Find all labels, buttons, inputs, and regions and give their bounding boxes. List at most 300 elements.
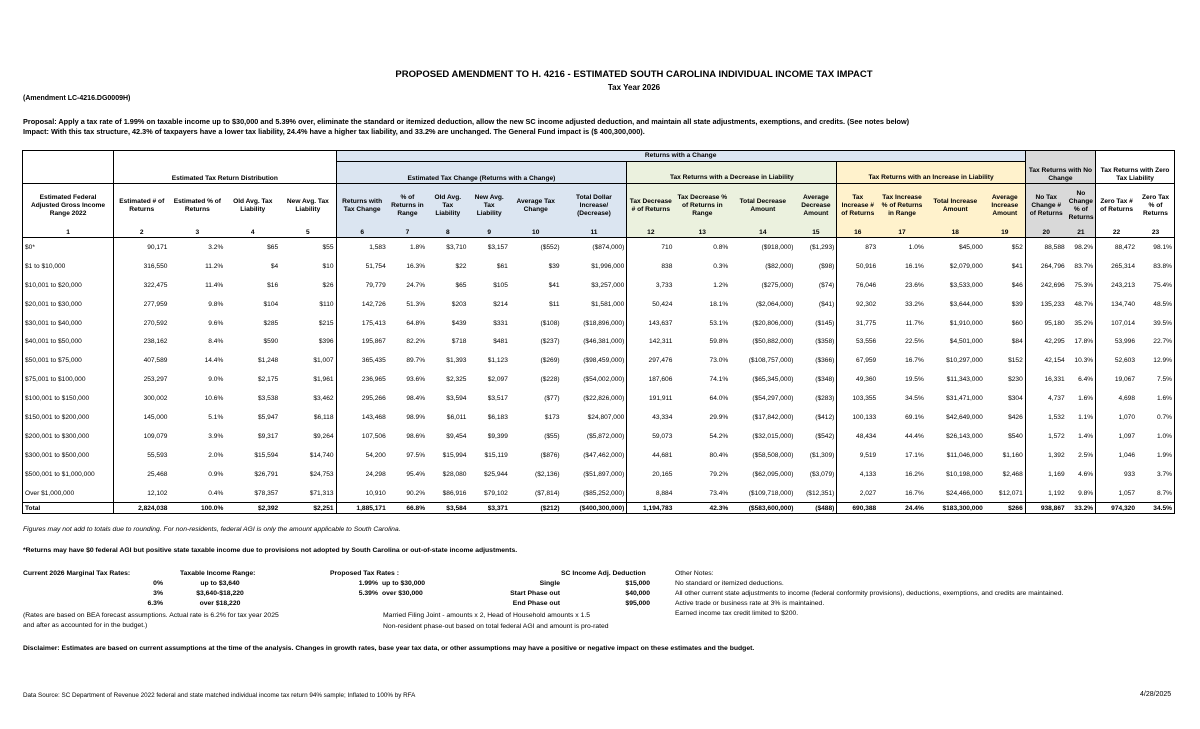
disclaimer: Disclaimer: Estimates are based on current assumptions at the time of the analysis. Changes in growth rates, base year tax data, or other assumptions may have a positive or negative impact on these estimates and the budget.: [23, 645, 755, 652]
table-cell: $104: [263, 300, 279, 308]
proposed-ranges-list: [382, 579, 425, 599]
column-number: 5: [280, 228, 336, 238]
table-cell: 64.0%: [709, 395, 729, 403]
table-cell: 11.7%: [905, 319, 924, 327]
table-cell: 0.8%: [713, 243, 729, 251]
total-cell: $2,251: [280, 503, 336, 514]
table-cell: 48.5%: [1137, 295, 1174, 314]
table-cell: $6,118: [313, 413, 334, 421]
table-cell: $2,468: [1002, 470, 1023, 478]
table-cell: 933: [1096, 465, 1137, 484]
table-cell: 264,796: [1025, 257, 1066, 276]
nonresident-note: Non-resident phase-out based on total federal AGI and amount is pro-rated: [383, 623, 609, 630]
proposed-rate: 5.39%: [358, 590, 378, 597]
table-cell: 22.7%: [1137, 332, 1174, 351]
table-cell: 16,331: [1025, 370, 1066, 389]
table-cell: $396: [318, 338, 334, 346]
rounding-note: Figures may not add to totals due to rounding. For non-residents, federal AGI is only the amount applicable to South Carolina.: [23, 526, 401, 533]
table-cell: $39: [1011, 300, 1023, 308]
table-cell: $3,538: [257, 395, 279, 403]
table-cell: $39: [548, 262, 560, 270]
table-cell: ($228): [540, 376, 560, 384]
table-cell: 59.8%: [709, 338, 729, 346]
table-cell: 17.1%: [905, 451, 924, 459]
table-cell: 89.7%: [406, 357, 426, 365]
income-range-cell: $50,001 to $75,000: [23, 351, 114, 370]
table-cell: 8.7%: [1137, 484, 1174, 503]
table-cell: 16.7%: [905, 489, 924, 497]
table-cell: 7.5%: [1137, 370, 1174, 389]
table-cell: 1.1%: [1078, 413, 1094, 421]
table-cell: 277,959: [114, 295, 170, 314]
group-no-change: Tax Returns with No Change: [1028, 167, 1093, 182]
table-cell: 75.4%: [1137, 276, 1174, 295]
table-cell: 2,027: [837, 484, 878, 503]
total-cell: 1,194,783: [627, 503, 675, 514]
table-row: [23, 389, 1175, 408]
table-cell: 4,133: [837, 465, 878, 484]
table-cell: 195,867: [336, 332, 388, 351]
table-cell: 3.9%: [208, 432, 224, 440]
table-cell: $15,994: [442, 451, 467, 459]
table-cell: $3,594: [446, 395, 467, 403]
table-cell: 95.4%: [406, 470, 426, 478]
table-cell: 75.3%: [1074, 281, 1094, 289]
table-cell: 51,754: [336, 257, 388, 276]
table-cell: $152: [1008, 357, 1023, 365]
table-cell: 11.4%: [205, 281, 224, 289]
table-cell: $10,297,000: [946, 357, 983, 365]
table-cell: ($1,309): [809, 451, 835, 459]
table-cell: 12,102: [114, 484, 170, 503]
table-cell: $540: [1008, 432, 1023, 440]
table-cell: $24,466,000: [946, 489, 983, 497]
table-cell: ($85,252,000): [583, 489, 625, 497]
table-cell: ($32,015,000): [752, 432, 794, 440]
table-cell: ($876): [540, 451, 560, 459]
table-cell: $9,399: [487, 432, 508, 440]
table-cell: 236,965: [336, 370, 388, 389]
table-cell: ($358): [815, 338, 835, 346]
table-cell: $4,501,000: [949, 338, 983, 346]
table-cell: 16.7%: [905, 357, 924, 365]
column-number: 20: [1025, 228, 1066, 238]
table-cell: 9.6%: [208, 319, 224, 327]
table-cell: 11.2%: [205, 262, 224, 270]
table-cell: 1,572: [1025, 427, 1066, 446]
table-cell: 145,000: [114, 408, 170, 427]
table-cell: 69.1%: [905, 413, 924, 421]
column-header: Old Avg. Tax Liability: [427, 184, 468, 229]
table-cell: $105: [493, 281, 508, 289]
table-cell: $4: [270, 262, 279, 270]
table-cell: ($269): [540, 357, 560, 365]
current-rate: 0%: [153, 580, 163, 587]
table-cell: 51.3%: [406, 300, 426, 308]
table-cell: 33.2%: [905, 300, 924, 308]
table-cell: 143,468: [336, 408, 388, 427]
table-cell: ($108,757,000): [748, 357, 794, 365]
table-cell: $2,175: [257, 376, 279, 384]
table-cell: $12,071: [998, 489, 1023, 497]
table-cell: $9,454: [446, 432, 467, 440]
table-row: [23, 314, 1175, 333]
table-cell: ($62,095,000): [752, 470, 794, 478]
table-cell: 134,740: [1096, 295, 1137, 314]
table-cell: 53.1%: [709, 319, 729, 327]
column-number: 2: [114, 228, 170, 238]
table-row: [23, 370, 1175, 389]
tax-year: Tax Year 2026: [607, 83, 661, 92]
table-cell: ($98,459,000): [583, 357, 625, 365]
table-cell: 322,475: [114, 276, 170, 295]
table-cell: 10,910: [336, 484, 388, 503]
table-cell: 93.6%: [406, 376, 426, 384]
deduction-row-value: $15,000: [625, 580, 650, 587]
column-number: 10: [510, 228, 562, 238]
table-cell: 53,556: [837, 332, 878, 351]
table-cell: ($50,882,000): [752, 338, 794, 346]
table-cell: 191,911: [627, 389, 675, 408]
table-cell: $45,000: [958, 243, 983, 251]
table-cell: $15,594: [254, 451, 279, 459]
table-cell: $1,996,000: [591, 262, 625, 270]
table-cell: ($18,896,000): [583, 319, 625, 327]
deduction-row-label: Single: [539, 580, 560, 587]
table-cell: $1,910,000: [949, 319, 983, 327]
table-cell: 838: [627, 257, 675, 276]
income-range-cell: $0*: [23, 238, 114, 257]
table-cell: 54,200: [336, 446, 388, 465]
column-header: Tax Decrease % of Returns in Range: [674, 184, 730, 229]
table-cell: $46: [1011, 281, 1023, 289]
total-cell: 100.0%: [169, 503, 225, 514]
income-range-cell: $40,001 to $50,000: [23, 332, 114, 351]
table-cell: $65: [455, 281, 467, 289]
table-cell: ($98): [818, 262, 835, 270]
group-zero-tax: Tax Returns with Zero Tax Liability: [1100, 167, 1170, 182]
table-cell: 107,506: [336, 427, 388, 446]
table-cell: 109,079: [114, 427, 170, 446]
table-cell: $11: [549, 300, 560, 308]
total-cell: $183,300,000: [926, 503, 985, 514]
table-cell: $6,011: [446, 413, 467, 421]
table-cell: $3,257,000: [591, 281, 625, 289]
total-cell: Total: [23, 503, 114, 514]
table-cell: 31,775: [837, 314, 878, 333]
column-header: Estimated Federal Adjusted Gross Income Range 2022: [23, 184, 114, 229]
table-cell: $31,471,000: [946, 395, 983, 403]
proposal-text: [23, 117, 1183, 137]
column-number: 12: [627, 228, 675, 238]
data-source: Data Source: SC Department of Revenue 2022 federal and state matched individual income tax return 94% sample; Inflated to 100% by RFA: [23, 692, 416, 699]
table-cell: 73.4%: [709, 489, 729, 497]
table-cell: 83.7%: [1074, 262, 1094, 270]
table-cell: 1.9%: [1137, 446, 1174, 465]
total-cell: 42.3%: [674, 503, 730, 514]
table-cell: $41: [548, 281, 560, 289]
table-cell: $285: [263, 319, 279, 327]
table-cell: $3,517: [487, 395, 508, 403]
table-cell: $41: [1011, 262, 1023, 270]
column-number: 17: [878, 228, 926, 238]
table-cell: 2.5%: [1078, 451, 1094, 459]
table-cell: 297,476: [627, 351, 675, 370]
table-cell: 175,413: [336, 314, 388, 333]
table-cell: $55: [322, 243, 334, 251]
table-cell: 73.0%: [709, 357, 729, 365]
group-returns-with-change: Returns with a Change: [644, 152, 717, 159]
table-cell: ($77): [544, 395, 560, 403]
column-number: 11: [562, 228, 627, 238]
table-cell: ($348): [815, 376, 835, 384]
table-cell: $26: [322, 281, 334, 289]
column-number: 7: [388, 228, 427, 238]
table-cell: ($51,897,000): [583, 470, 625, 478]
income-range-cell: $300,001 to $500,000: [23, 446, 114, 465]
table-cell: 74.1%: [709, 376, 729, 384]
table-cell: 107,014: [1096, 314, 1137, 333]
table-cell: $173: [544, 413, 560, 421]
taxable-range-label: Taxable Income Range:: [180, 570, 256, 577]
table-cell: 34.5%: [905, 395, 924, 403]
total-cell: $266: [985, 503, 1025, 514]
table-cell: 19.5%: [905, 376, 924, 384]
table-cell: $16: [267, 281, 279, 289]
income-range-cell: $1 to $10,000: [23, 257, 114, 276]
column-header: No Tax Change # of Returns: [1025, 184, 1066, 229]
other-note: No standard or itemized deductions.: [675, 580, 784, 587]
table-cell: 0.4%: [208, 489, 224, 497]
table-cell: 365,435: [336, 351, 388, 370]
column-number: 9: [468, 228, 509, 238]
table-cell: 59,073: [627, 427, 675, 446]
column-header: Total Increase Amount: [926, 184, 985, 229]
table-cell: 0.9%: [208, 470, 224, 478]
table-cell: $2,079,000: [949, 262, 983, 270]
table-row: [23, 427, 1175, 446]
table-cell: 16.1%: [905, 262, 924, 270]
table-cell: ($65,345,000): [752, 376, 794, 384]
table-cell: $24,753: [309, 470, 334, 478]
column-header: Old Avg. Tax Liability: [225, 184, 280, 229]
table-cell: 8.4%: [208, 338, 224, 346]
column-header: Zero Tax % of Returns: [1137, 184, 1174, 229]
column-header: Total Decrease Amount: [730, 184, 795, 229]
column-number: 13: [674, 228, 730, 238]
table-row: [23, 276, 1175, 295]
table-cell: 44,681: [627, 446, 675, 465]
column-number: 1: [23, 228, 114, 238]
proposed-rate: 1.99%: [358, 580, 378, 587]
total-cell: 33.2%: [1067, 503, 1096, 514]
table-cell: ($1,293): [809, 243, 835, 251]
table-cell: $24,807,000: [587, 413, 625, 421]
income-range-cell: Over $1,000,000: [23, 484, 114, 503]
table-cell: 253,297: [114, 370, 170, 389]
column-number: 23: [1137, 228, 1174, 238]
table-cell: 3.7%: [1137, 465, 1174, 484]
table-cell: ($54,002,000): [583, 376, 625, 384]
table-cell: $1,123: [487, 357, 508, 365]
table-cell: $3,462: [313, 395, 334, 403]
table-cell: ($54,297,000): [752, 395, 794, 403]
column-header: Tax Increase # of Returns: [837, 184, 878, 229]
table-cell: 24.7%: [406, 281, 426, 289]
table-cell: 1,057: [1096, 484, 1137, 503]
table-cell: 265,314: [1096, 257, 1137, 276]
table-cell: 1,192: [1025, 484, 1066, 503]
table-cell: 295,266: [336, 389, 388, 408]
group-increase: Tax Returns with an Increase in Liability: [868, 174, 994, 181]
table-cell: $2,325: [446, 376, 467, 384]
total-cell: 34.5%: [1137, 503, 1174, 514]
table-cell: 0.7%: [1137, 408, 1174, 427]
column-number: 15: [795, 228, 836, 238]
table-cell: 50,916: [837, 257, 878, 276]
table-cell: $1,248: [257, 357, 279, 365]
table-cell: 42,154: [1025, 351, 1066, 370]
deduction-row-value: $40,000: [625, 590, 650, 597]
table-cell: ($22,826,000): [583, 395, 625, 403]
table-cell: ($5,872,000): [586, 432, 625, 440]
page-title: PROPOSED AMENDMENT TO H. 4216 - ESTIMATED SOUTH CAROLINA INDIVIDUAL INCOME TAX IMPACT: [395, 69, 873, 80]
table-cell: 42,295: [1025, 332, 1066, 351]
table-cell: ($874,000): [592, 243, 625, 251]
income-range-cell: $100,001 to $150,000: [23, 389, 114, 408]
report-date: 4/28/2025: [1140, 691, 1172, 698]
table-cell: ($237): [540, 338, 560, 346]
table-cell: 49,360: [837, 370, 878, 389]
amendment-id: (Amendment LC-4216.DG0009H): [23, 95, 131, 102]
deduction-row-label: Start Phase out: [510, 590, 560, 597]
total-row: [23, 503, 1175, 514]
table-cell: 16.2%: [905, 470, 924, 478]
table-cell: $14,740: [309, 451, 334, 459]
table-cell: ($55): [544, 432, 560, 440]
table-cell: 710: [627, 238, 675, 257]
column-number: 16: [837, 228, 878, 238]
table-cell: 98.1%: [1137, 238, 1174, 257]
column-number: 6: [336, 228, 388, 238]
table-cell: $28,080: [442, 470, 467, 478]
deduction-labels: [470, 579, 560, 609]
table-cell: 98.4%: [406, 395, 426, 403]
table-cell: 79.2%: [709, 470, 729, 478]
table-cell: ($145): [815, 319, 835, 327]
table-cell: 5.1%: [208, 413, 224, 421]
table-cell: 1,046: [1096, 446, 1137, 465]
table-cell: 142,726: [336, 295, 388, 314]
table-cell: 316,550: [114, 257, 170, 276]
deduction-label: SC Income Adj. Deduction: [561, 570, 646, 577]
table-cell: 25,468: [114, 465, 170, 484]
zero-agi-note: *Returns may have $0 federal AGI but positive state taxable income due to provisions not adopted by South Carolina or out-of-state income adjustments.: [23, 547, 518, 554]
table-cell: $11,343,000: [946, 376, 983, 384]
table-cell: ($20,806,000): [752, 319, 794, 327]
table-cell: 270,592: [114, 314, 170, 333]
deduction-row-label: End Phase out: [512, 600, 560, 607]
total-cell: 974,320: [1096, 503, 1137, 514]
column-number: 3: [169, 228, 225, 238]
total-cell: 1,885,171: [336, 503, 388, 514]
table-cell: 10.3%: [1074, 357, 1094, 365]
column-header: Returns with Tax Change: [336, 184, 388, 229]
total-cell: ($583,600,000): [730, 503, 795, 514]
table-cell: 4,737: [1025, 389, 1066, 408]
table-cell: ($542): [815, 432, 835, 440]
total-cell: 938,867: [1025, 503, 1066, 514]
table-row: [23, 257, 1175, 276]
table-cell: 24,298: [336, 465, 388, 484]
table-cell: $1,393: [446, 357, 467, 365]
table-cell: $2,097: [487, 376, 508, 384]
total-cell: $2,392: [225, 503, 280, 514]
table-cell: ($17,842,000): [752, 413, 794, 421]
total-cell: 2,824,038: [114, 503, 170, 514]
table-cell: 22.5%: [905, 338, 924, 346]
table-cell: $481: [493, 338, 508, 346]
table-cell: ($412): [815, 413, 835, 421]
column-number: 4: [225, 228, 280, 238]
table-cell: 55,593: [114, 446, 170, 465]
table-cell: ($74): [818, 281, 835, 289]
table-cell: ($12,351): [806, 489, 835, 497]
table-cell: 242,696: [1025, 276, 1066, 295]
column-header: Tax Decrease # of Returns: [627, 184, 675, 229]
table-cell: 79,779: [336, 276, 388, 295]
income-range-cell: $75,001 to $100,000: [23, 370, 114, 389]
table-cell: 90,171: [114, 238, 170, 257]
column-header: Total Dollar Increase/ (Decrease): [562, 184, 627, 229]
table-cell: $215: [318, 319, 334, 327]
table-cell: ($109,718,000): [748, 489, 794, 497]
table-cell: ($552): [540, 243, 560, 251]
column-header: New Avg. Tax Liability: [280, 184, 336, 229]
table-cell: ($283): [815, 395, 835, 403]
table-cell: 0.3%: [713, 262, 729, 270]
current-range: up to $3,640: [200, 580, 240, 587]
table-cell: 1.2%: [713, 281, 729, 289]
table-cell: $304: [1008, 395, 1023, 403]
table-cell: 29.9%: [709, 413, 729, 421]
column-header: Tax Increase % of Returns in Range: [878, 184, 926, 229]
table-cell: 1,392: [1025, 446, 1066, 465]
table-cell: 48,434: [837, 427, 878, 446]
proposed-rates-list: [330, 579, 378, 599]
total-cell: $3,584: [427, 503, 468, 514]
income-range-cell: $150,001 to $200,000: [23, 408, 114, 427]
table-cell: 3.2%: [208, 243, 224, 251]
table-cell: $61: [496, 262, 508, 270]
total-cell: ($488): [795, 503, 836, 514]
total-cell: 690,388: [837, 503, 878, 514]
table-cell: 54.2%: [709, 432, 729, 440]
other-notes: [675, 569, 1063, 619]
table-cell: 82.2%: [406, 338, 426, 346]
table-cell: 142,311: [627, 332, 675, 351]
table-cell: $84: [1011, 338, 1023, 346]
table-cell: 88,588: [1025, 238, 1066, 257]
table-cell: ($82,000): [765, 262, 794, 270]
current-rate: 3%: [153, 590, 163, 597]
table-cell: ($108): [540, 319, 560, 327]
table-cell: $52: [1011, 243, 1023, 251]
table-cell: ($275,000): [761, 281, 794, 289]
current-rate: 6.3%: [147, 600, 163, 607]
table-cell: $26,791: [254, 470, 279, 478]
table-cell: 16.3%: [406, 262, 426, 270]
